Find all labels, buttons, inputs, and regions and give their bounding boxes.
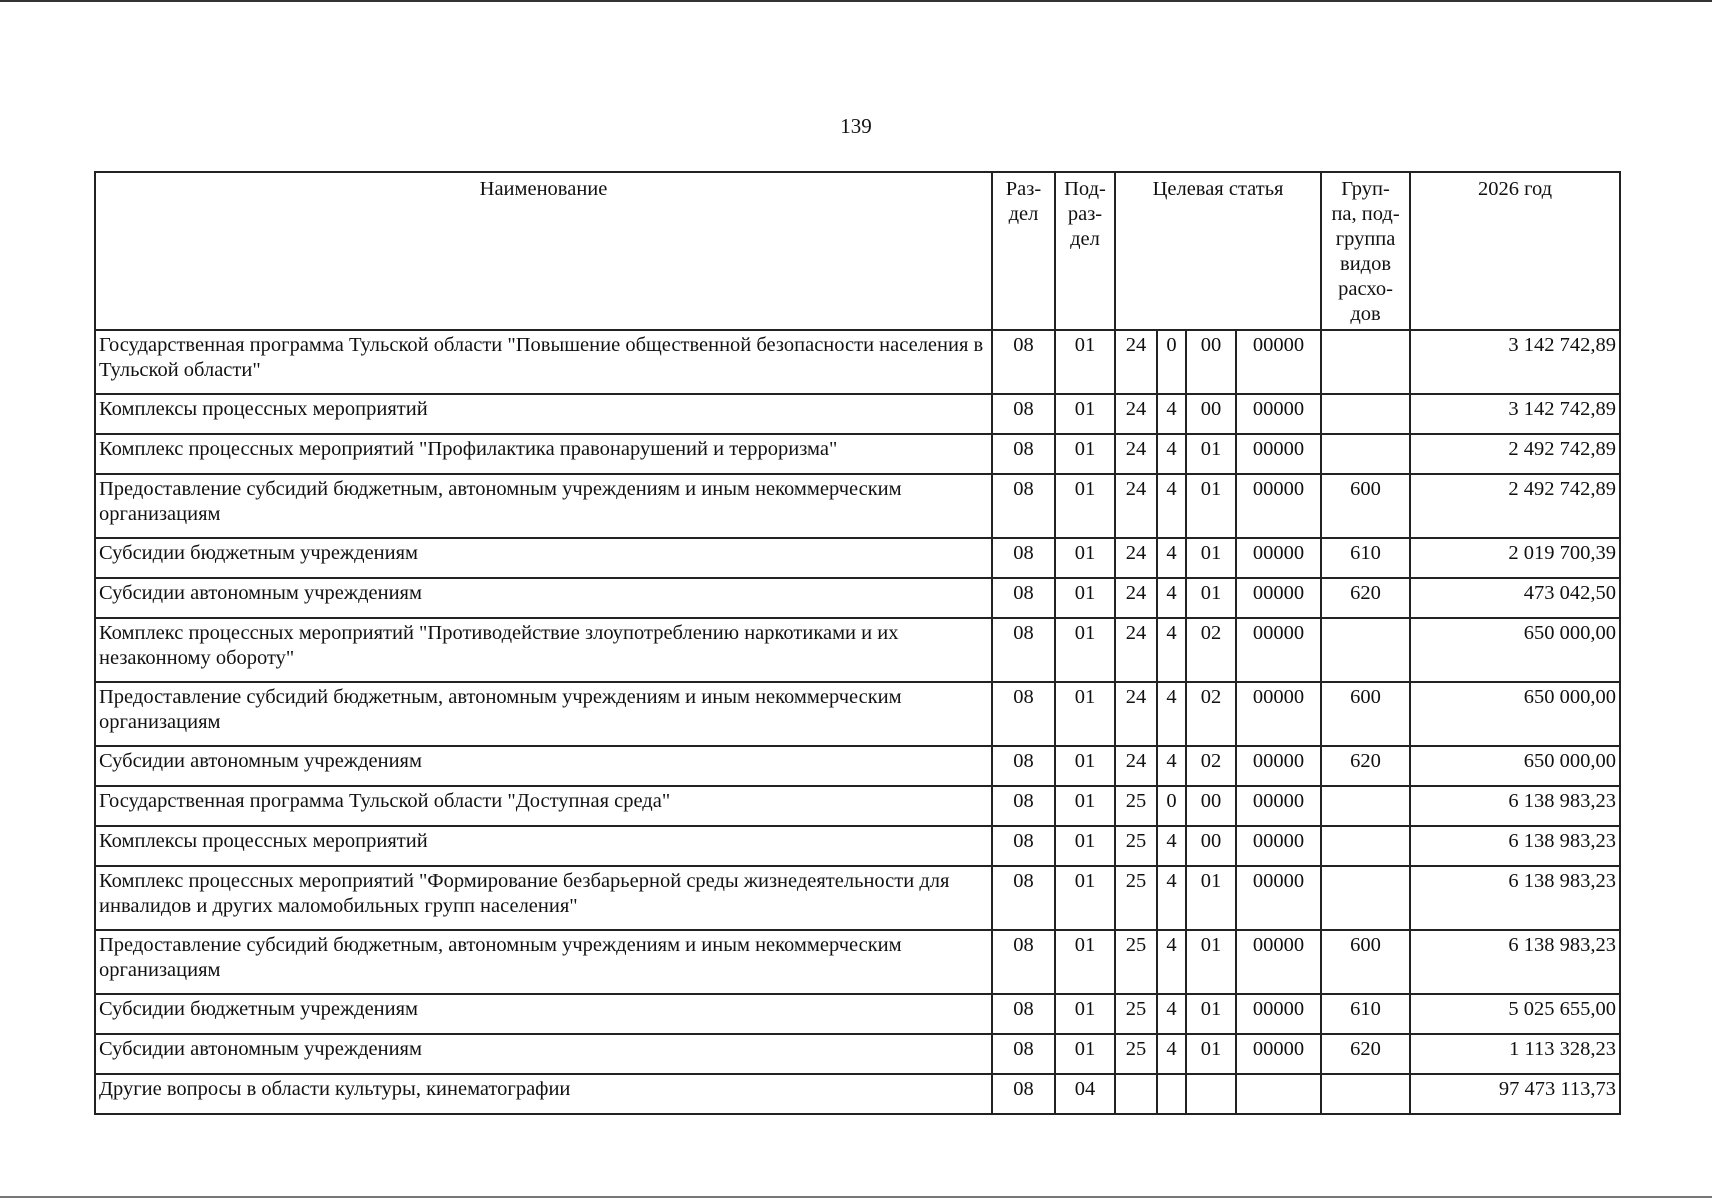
row-target-code: 00000 (1236, 394, 1321, 434)
row-expense-group (1321, 1074, 1410, 1114)
row-target-program: 24 (1115, 682, 1157, 746)
row-section: 08 (992, 786, 1055, 826)
row-expense-group: 610 (1321, 994, 1410, 1034)
row-section: 08 (992, 826, 1055, 866)
row-target-program: 24 (1115, 746, 1157, 786)
row-amount: 2 019 700,39 (1410, 538, 1620, 578)
row-target-type: 4 (1157, 826, 1186, 866)
row-target-direction: 00 (1186, 786, 1236, 826)
row-target-program: 24 (1115, 394, 1157, 434)
row-subsection: 01 (1055, 866, 1115, 930)
row-target-program: 24 (1115, 330, 1157, 394)
table-row (95, 994, 1620, 1034)
row-target-type: 4 (1157, 394, 1186, 434)
header-section: Раз- дел (992, 172, 1055, 330)
row-target-type: 0 (1157, 786, 1186, 826)
table-row (95, 578, 1620, 618)
row-name: Комплекс процессных мероприятий "Противодействие злоупотреблению наркотиками и их незаконному обороту" (95, 618, 992, 682)
row-expense-group: 600 (1321, 682, 1410, 746)
row-section: 08 (992, 474, 1055, 538)
row-name: Субсидии бюджетным учреждениям (95, 538, 992, 578)
row-section: 08 (992, 618, 1055, 682)
table-row (95, 682, 1620, 746)
table-row (95, 1074, 1620, 1114)
row-expense-group (1321, 786, 1410, 826)
row-target-program: 24 (1115, 618, 1157, 682)
row-subsection: 01 (1055, 930, 1115, 994)
table-row (95, 618, 1620, 682)
row-amount: 6 138 983,23 (1410, 786, 1620, 826)
row-amount: 97 473 113,73 (1410, 1074, 1620, 1114)
table-body (95, 330, 1620, 1114)
row-target-program: 25 (1115, 1034, 1157, 1074)
header-expense-group: Груп- па, под- группа видов расхо- дов (1321, 172, 1410, 330)
row-name: Комплекс процессных мероприятий "Формирование безбарьерной среды жизнедеятельности для инвалидов и других маломобильных групп населения" (95, 866, 992, 930)
row-section: 08 (992, 394, 1055, 434)
row-name: Предоставление субсидий бюджетным, автономным учреждениям и иным некоммерческим организациям (95, 682, 992, 746)
table-row (95, 538, 1620, 578)
row-target-code (1236, 1074, 1321, 1114)
row-subsection: 01 (1055, 578, 1115, 618)
row-target-type: 0 (1157, 330, 1186, 394)
row-target-type: 4 (1157, 474, 1186, 538)
row-amount: 1 113 328,23 (1410, 1034, 1620, 1074)
row-target-code: 00000 (1236, 578, 1321, 618)
header-subsection: Под- раз- дел (1055, 172, 1115, 330)
row-target-type: 4 (1157, 618, 1186, 682)
row-subsection: 01 (1055, 474, 1115, 538)
row-amount: 650 000,00 (1410, 682, 1620, 746)
row-target-code: 00000 (1236, 618, 1321, 682)
row-amount: 2 492 742,89 (1410, 434, 1620, 474)
row-section: 08 (992, 1074, 1055, 1114)
row-target-code: 00000 (1236, 746, 1321, 786)
row-name: Предоставление субсидий бюджетным, автономным учреждениям и иным некоммерческим организациям (95, 930, 992, 994)
row-target-type: 4 (1157, 746, 1186, 786)
row-name: Субсидии бюджетным учреждениям (95, 994, 992, 1034)
row-target-direction: 02 (1186, 618, 1236, 682)
row-subsection: 01 (1055, 434, 1115, 474)
table-row (95, 394, 1620, 434)
row-target-code: 00000 (1236, 474, 1321, 538)
row-name: Государственная программа Тульской области "Повышение общественной безопасности населения в Тульской области" (95, 330, 992, 394)
row-target-code: 00000 (1236, 826, 1321, 866)
row-section: 08 (992, 746, 1055, 786)
row-target-direction: 01 (1186, 1034, 1236, 1074)
row-subsection: 01 (1055, 394, 1115, 434)
row-subsection: 01 (1055, 330, 1115, 394)
row-expense-group (1321, 434, 1410, 474)
row-subsection: 01 (1055, 826, 1115, 866)
row-target-direction: 01 (1186, 866, 1236, 930)
row-target-direction: 01 (1186, 538, 1236, 578)
row-target-direction: 01 (1186, 930, 1236, 994)
row-amount: 2 492 742,89 (1410, 474, 1620, 538)
row-name: Комплекс процессных мероприятий "Профилактика правонарушений и терроризма" (95, 434, 992, 474)
page-number: 139 (840, 114, 872, 138)
row-name: Комплексы процессных мероприятий (95, 826, 992, 866)
row-target-program: 25 (1115, 930, 1157, 994)
row-target-program: 24 (1115, 474, 1157, 538)
row-target-code: 00000 (1236, 994, 1321, 1034)
row-target-program: 24 (1115, 578, 1157, 618)
row-target-code: 00000 (1236, 434, 1321, 474)
row-target-code: 00000 (1236, 930, 1321, 994)
row-expense-group: 620 (1321, 746, 1410, 786)
row-target-code: 00000 (1236, 1034, 1321, 1074)
row-name: Субсидии автономным учреждениям (95, 1034, 992, 1074)
row-amount: 3 142 742,89 (1410, 394, 1620, 434)
row-expense-group (1321, 394, 1410, 434)
budget-table (94, 171, 1621, 1115)
row-name: Комплексы процессных мероприятий (95, 394, 992, 434)
row-target-program: 25 (1115, 994, 1157, 1034)
table-row (95, 746, 1620, 786)
row-amount: 6 138 983,23 (1410, 930, 1620, 994)
row-target-code: 00000 (1236, 682, 1321, 746)
row-amount: 6 138 983,23 (1410, 826, 1620, 866)
table-row (95, 930, 1620, 994)
row-section: 08 (992, 1034, 1055, 1074)
row-amount: 6 138 983,23 (1410, 866, 1620, 930)
row-subsection: 01 (1055, 994, 1115, 1034)
row-section: 08 (992, 538, 1055, 578)
table-row (95, 474, 1620, 538)
row-section: 08 (992, 578, 1055, 618)
row-target-direction: 00 (1186, 330, 1236, 394)
table-row (95, 786, 1620, 826)
row-target-direction: 01 (1186, 994, 1236, 1034)
row-target-code: 00000 (1236, 538, 1321, 578)
row-expense-group (1321, 866, 1410, 930)
row-amount: 3 142 742,89 (1410, 330, 1620, 394)
row-expense-group (1321, 330, 1410, 394)
row-target-direction: 02 (1186, 746, 1236, 786)
header-name: Наименование (95, 172, 992, 330)
row-section: 08 (992, 682, 1055, 746)
scan-edge-bottom (0, 1196, 1712, 1198)
row-section: 08 (992, 866, 1055, 930)
row-target-code: 00000 (1236, 786, 1321, 826)
table-row (95, 330, 1620, 394)
row-amount: 650 000,00 (1410, 746, 1620, 786)
row-section: 08 (992, 994, 1055, 1034)
row-target-type: 4 (1157, 434, 1186, 474)
table-header-row (95, 172, 1620, 330)
row-expense-group (1321, 618, 1410, 682)
row-target-type: 4 (1157, 930, 1186, 994)
row-amount: 5 025 655,00 (1410, 994, 1620, 1034)
row-amount: 650 000,00 (1410, 618, 1620, 682)
row-amount: 473 042,50 (1410, 578, 1620, 618)
row-target-direction: 01 (1186, 578, 1236, 618)
table-row (95, 866, 1620, 930)
row-section: 08 (992, 330, 1055, 394)
header-year: 2026 год (1410, 172, 1620, 330)
row-target-type (1157, 1074, 1186, 1114)
row-name: Предоставление субсидий бюджетным, автономным учреждениям и иным некоммерческим организациям (95, 474, 992, 538)
row-target-code: 00000 (1236, 866, 1321, 930)
row-expense-group: 620 (1321, 1034, 1410, 1074)
row-target-direction: 00 (1186, 394, 1236, 434)
row-target-direction (1186, 1074, 1236, 1114)
row-target-direction: 00 (1186, 826, 1236, 866)
row-subsection: 01 (1055, 746, 1115, 786)
row-target-program: 24 (1115, 434, 1157, 474)
row-target-direction: 01 (1186, 434, 1236, 474)
row-section: 08 (992, 930, 1055, 994)
row-subsection: 01 (1055, 538, 1115, 578)
header-target-article: Целевая статья (1115, 172, 1321, 330)
row-target-type: 4 (1157, 994, 1186, 1034)
table-row (95, 434, 1620, 474)
row-subsection: 01 (1055, 682, 1115, 746)
row-target-program: 25 (1115, 826, 1157, 866)
row-expense-group (1321, 826, 1410, 866)
row-name: Государственная программа Тульской области "Доступная среда" (95, 786, 992, 826)
row-target-program: 25 (1115, 786, 1157, 826)
row-target-program: 25 (1115, 866, 1157, 930)
row-section: 08 (992, 434, 1055, 474)
row-target-type: 4 (1157, 578, 1186, 618)
row-target-program (1115, 1074, 1157, 1114)
row-target-code: 00000 (1236, 330, 1321, 394)
row-target-direction: 01 (1186, 474, 1236, 538)
row-expense-group: 600 (1321, 474, 1410, 538)
row-subsection: 01 (1055, 786, 1115, 826)
row-name: Другие вопросы в области культуры, кинематографии (95, 1074, 992, 1114)
row-target-type: 4 (1157, 682, 1186, 746)
row-name: Субсидии автономным учреждениям (95, 578, 992, 618)
row-target-program: 24 (1115, 538, 1157, 578)
row-target-type: 4 (1157, 1034, 1186, 1074)
table-row (95, 826, 1620, 866)
row-subsection: 01 (1055, 1034, 1115, 1074)
row-expense-group: 600 (1321, 930, 1410, 994)
row-expense-group: 610 (1321, 538, 1410, 578)
scan-edge-top (0, 0, 1712, 2)
row-target-type: 4 (1157, 538, 1186, 578)
row-name: Субсидии автономным учреждениям (95, 746, 992, 786)
row-target-type: 4 (1157, 866, 1186, 930)
row-expense-group: 620 (1321, 578, 1410, 618)
row-subsection: 01 (1055, 618, 1115, 682)
row-target-direction: 02 (1186, 682, 1236, 746)
row-subsection: 04 (1055, 1074, 1115, 1114)
table-row (95, 1034, 1620, 1074)
